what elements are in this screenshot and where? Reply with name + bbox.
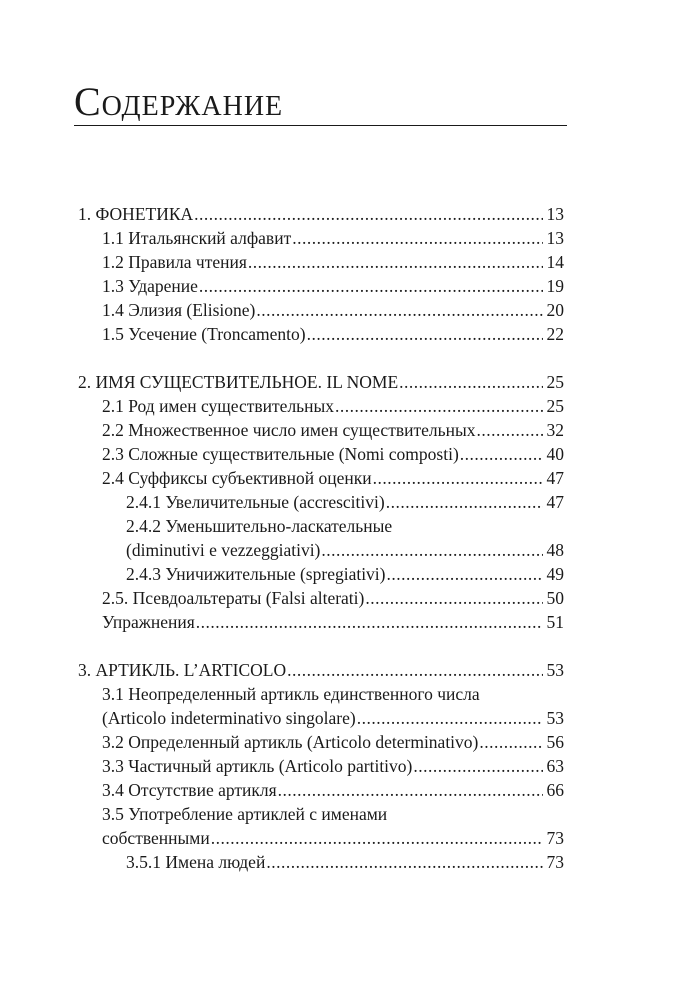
- toc-entry: [74, 394, 564, 418]
- toc-entry-label: собственными: [102, 828, 210, 848]
- toc-leader-dots: [194, 202, 543, 226]
- toc-entry: [74, 274, 564, 298]
- toc-entry-page: 73: [546, 828, 564, 848]
- toc-entry: [74, 226, 564, 250]
- toc-entry-label: (Articolo indeterminativo singolare): [102, 708, 356, 728]
- toc-leader-dots: [413, 754, 543, 778]
- toc-entry-page: 53: [546, 708, 564, 728]
- toc-entry-page: 20: [546, 300, 564, 320]
- toc-leader-dots: [460, 442, 543, 466]
- toc-entry-label: (diminutivi e vezzeggiativi): [126, 540, 321, 560]
- toc-leader-dots: [211, 826, 543, 850]
- toc-entry-page: 32: [546, 420, 564, 440]
- toc-leader-dots: [199, 274, 543, 298]
- toc-entry-label: 2.1 Род имен существительных: [102, 396, 335, 416]
- toc-leader-dots: [387, 562, 543, 586]
- toc-entry: [74, 514, 564, 538]
- toc-leader-dots: [399, 370, 543, 394]
- toc-entry: [74, 658, 564, 682]
- toc-entry-label: 1.1 Итальянский алфавит: [102, 228, 292, 248]
- toc-entry: [74, 418, 564, 442]
- toc-entry: [74, 850, 564, 874]
- toc-entry-page: 40: [546, 444, 564, 464]
- table-of-contents: [74, 202, 564, 874]
- toc-leader-dots: [196, 610, 543, 634]
- toc-entry-page: 50: [546, 588, 564, 608]
- toc-entry-label: 2.4.3 Уничижительные (spregiativi): [126, 564, 386, 584]
- toc-entry-label: 2.2 Множественное число имен существительных: [102, 420, 476, 440]
- toc-leader-dots: [266, 850, 543, 874]
- toc-entry-label: Упражнения: [102, 612, 195, 632]
- toc-entry-page: 73: [546, 852, 564, 872]
- toc-entry-label: 3.4 Отсутствие артикля: [102, 780, 277, 800]
- toc-entry: [74, 586, 564, 610]
- toc-entry: [74, 826, 564, 850]
- toc-entry-page: 13: [546, 228, 564, 248]
- toc-leader-dots: [373, 466, 543, 490]
- toc-entry-label: 2. ИМЯ СУЩЕСТВИТЕЛЬНОЕ. IL NOME: [78, 372, 399, 392]
- toc-leader-dots: [248, 250, 543, 274]
- page-title: Содержание: [74, 79, 284, 124]
- toc-entry: [74, 730, 564, 754]
- toc-entry-label: 3. АРТИКЛЬ. L’ARTICOLO: [78, 660, 287, 680]
- toc-entry-page: 48: [546, 540, 564, 560]
- toc-entry: [74, 250, 564, 274]
- toc-leader-dots: [365, 586, 543, 610]
- toc-entry-label: 2.3 Сложные существительные (Nomi composti): [102, 444, 459, 464]
- toc-entry: [74, 322, 564, 346]
- toc-leader-dots: [476, 418, 543, 442]
- toc-entry-page: 47: [546, 468, 564, 488]
- toc-entry: [74, 682, 564, 706]
- toc-leader-dots: [278, 778, 543, 802]
- toc-entry: [74, 442, 564, 466]
- toc-leader-dots: [479, 730, 543, 754]
- toc-entry: [74, 298, 564, 322]
- toc-entry: [74, 538, 564, 562]
- toc-entry-page: 25: [546, 396, 564, 416]
- toc-entry-page: 56: [546, 732, 564, 752]
- toc-entry-page: 47: [546, 492, 564, 512]
- toc-entry-label: 2.5. Псевдоальтераты (Falsi alterati): [102, 588, 365, 608]
- toc-entry-label: 3.3 Частичный артикль (Articolo partitivo): [102, 756, 413, 776]
- toc-entry-label: 3.5.1 Имена людей: [126, 852, 266, 872]
- toc-entry-label: 3.1 Неопределенный артикль единственного числа: [102, 684, 480, 704]
- toc-entry-page: 13: [546, 204, 564, 224]
- toc-entry-label: 3.5 Употребление артиклей с именами: [102, 804, 388, 824]
- toc-entry-page: 25: [546, 372, 564, 392]
- toc-entry: [74, 610, 564, 634]
- toc-entry-label: 2.4.2 Уменьшительно-ласкательные: [126, 516, 393, 536]
- toc-entry-label: 1.3 Ударение: [102, 276, 198, 296]
- toc-entry: [74, 706, 564, 730]
- toc-entry-label: 2.4.1 Увеличительные (accrescitivi): [126, 492, 385, 512]
- title-rule: [74, 125, 567, 126]
- toc-entry-label: 3.2 Определенный артикль (Articolo determinativo): [102, 732, 479, 752]
- toc-entry: [74, 202, 564, 226]
- toc-leader-dots: [321, 538, 543, 562]
- toc-leader-dots: [386, 490, 543, 514]
- toc-entry: [74, 490, 564, 514]
- toc-entry-page: 51: [546, 612, 564, 632]
- toc-entry: [74, 754, 564, 778]
- toc-entry: [74, 370, 564, 394]
- toc-entry: [74, 562, 564, 586]
- toc-entry-page: 19: [546, 276, 564, 296]
- toc-entry-page: 14: [546, 252, 564, 272]
- toc-leader-dots: [357, 706, 543, 730]
- toc-entry-page: 63: [546, 756, 564, 776]
- toc-leader-dots: [256, 298, 543, 322]
- toc-leader-dots: [335, 394, 543, 418]
- toc-leader-dots: [307, 322, 543, 346]
- toc-leader-dots: [292, 226, 543, 250]
- toc-entry: [74, 466, 564, 490]
- toc-entry-page: 49: [546, 564, 564, 584]
- toc-entry-page: 66: [546, 780, 564, 800]
- toc-entry-label: 1.5 Усечение (Troncamento): [102, 324, 306, 344]
- toc-entry: [74, 802, 564, 826]
- toc-entry-page: 22: [546, 324, 564, 344]
- toc-leader-dots: [287, 658, 543, 682]
- toc-entry: [74, 778, 564, 802]
- toc-entry-label: 1. ФОНЕТИКА: [78, 204, 194, 224]
- toc-entry-label: 1.4 Элизия (Elisione): [102, 300, 256, 320]
- toc-entry-label: 1.2 Правила чтения: [102, 252, 247, 272]
- toc-entry-page: 53: [546, 660, 564, 680]
- toc-entry-label: 2.4 Суффиксы субъективной оценки: [102, 468, 372, 488]
